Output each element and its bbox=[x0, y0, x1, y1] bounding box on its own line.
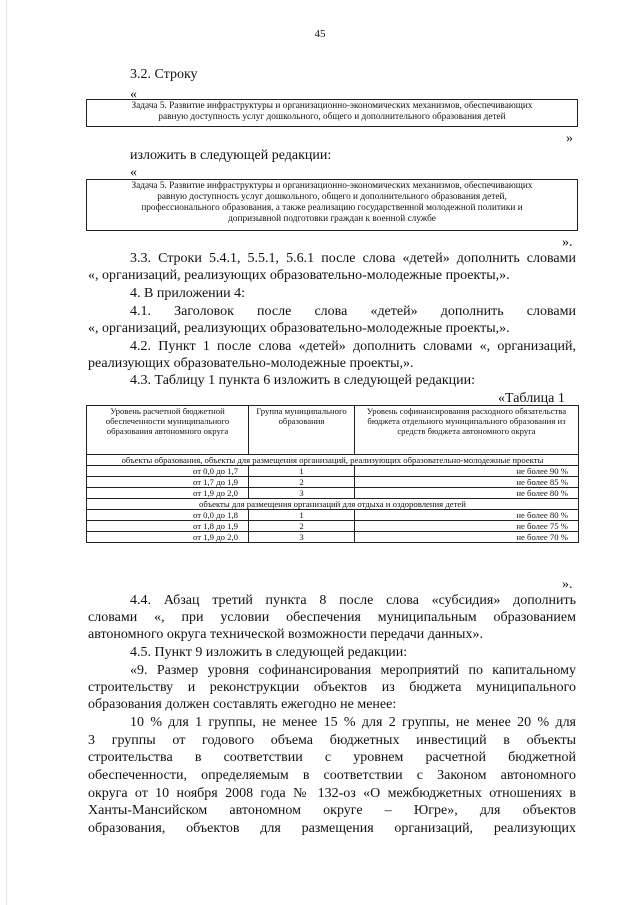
task5-old-box bbox=[86, 99, 578, 127]
table-cell: не более 80 % bbox=[355, 488, 579, 499]
table-close-quote: ». bbox=[562, 577, 573, 592]
point-9-text-line: 10 % для 1 группы, не менее 15 % для 2 группы, не менее 20 % для bbox=[130, 715, 576, 730]
table-cell: не более 85 % bbox=[355, 477, 579, 488]
task5-new-box bbox=[86, 179, 578, 231]
header-cell: Уровень софинансирования расходного обязательства бюджета отдельного муниципального образования из средств бюджета автономного округа bbox=[355, 406, 579, 455]
point-9-text-line: образования, объектов для размещения организаций, реализующих bbox=[88, 821, 576, 836]
point-9-text-line: обеспеченности, определяемым в соответствии с Законом автономного bbox=[88, 768, 576, 783]
table-cell: не более 70 % bbox=[355, 532, 579, 543]
table-cell: от 0,0 до 1,8 bbox=[87, 510, 249, 521]
section-4-1-line: «, организаций, реализующих образовательно-молодежные проекты,». bbox=[88, 321, 510, 336]
task5-old-line: равную доступность услуг дошкольного, общего и дополнительного образования детей bbox=[158, 112, 506, 122]
table-cell: от 1,9 до 2,0 bbox=[87, 532, 249, 543]
point-9-text-line: округа от 10 ноября 2008 года № 132-оз «О межбюджетных отношениях в bbox=[88, 786, 576, 801]
table-cell: 1 bbox=[249, 510, 355, 521]
table-cell: не более 80 % bbox=[355, 510, 579, 521]
header-cell: Уровень расчетной бюджетной обеспеченности муниципального образования автономного округа bbox=[87, 406, 249, 455]
table-cell: 3 bbox=[249, 532, 355, 543]
task5-new-line: профессионального образования, а также реализацию государственной молодежной политики и bbox=[141, 203, 523, 213]
task5-new-line: допризывной подготовки граждан к военной службе bbox=[228, 214, 436, 224]
section-cell: объекты для размещения организаций для отдыха и оздоровления детей bbox=[87, 499, 579, 510]
table-label: «Таблица 1 bbox=[498, 391, 565, 406]
table-row bbox=[87, 510, 579, 521]
section-4-4-line: словами «, при условии обеспечения муниципальным образованием bbox=[88, 610, 576, 625]
table-cell: от 1,9 до 2,0 bbox=[87, 488, 249, 499]
table-section-row bbox=[87, 455, 579, 466]
close-quote-2: ». bbox=[562, 235, 573, 250]
table-header-row bbox=[87, 406, 579, 455]
table-cell: от 0,0 до 1,7 bbox=[87, 466, 249, 477]
table-cell: не более 75 % bbox=[355, 521, 579, 532]
table-row bbox=[87, 532, 579, 543]
section-4-4-line: автономного округа технической возможности передачи данных». bbox=[88, 627, 483, 642]
point-9-text-line: Ханты-Мансийском автономном округе – Югре», для объектов bbox=[88, 803, 576, 818]
point-9-line: «9. Размер уровня софинансирования мероприятий по капитальному bbox=[130, 663, 576, 678]
table-row bbox=[87, 521, 579, 532]
section-4-4-line: 4.4. Абзац третий пункта 8 после слова «субсидия» дополнить bbox=[130, 593, 576, 608]
table-cell: не более 90 % bbox=[355, 466, 579, 477]
close-quote: » bbox=[566, 131, 573, 146]
table-cell: от 1,8 до 1,9 bbox=[87, 521, 249, 532]
set-out-line: изложить в следующей редакции: bbox=[130, 148, 332, 163]
section-4-1-line: 4.1. Заголовок после слова «детей» дополнить словами bbox=[130, 304, 576, 319]
section-3-3-line: «, организаций, реализующих образовательно-молодежные проекты,». bbox=[88, 268, 510, 283]
open-quote: « bbox=[130, 87, 137, 102]
table-cell: 1 bbox=[249, 466, 355, 477]
point-9-line: образования должен составлять ежегодно не менее: bbox=[88, 697, 397, 712]
open-quote-2: « bbox=[130, 165, 137, 180]
table-1 bbox=[86, 405, 579, 543]
table-row bbox=[87, 477, 579, 488]
task5-new-line: равную доступность услуг дошкольного, общего и дополнительного образования детей, bbox=[157, 192, 507, 202]
section-4-3: 4.3. Таблицу 1 пункта 6 изложить в следующей редакции: bbox=[130, 373, 476, 388]
section-4-2-line: реализующих образовательно-молодежные проекты,». bbox=[88, 356, 414, 371]
table-section-row bbox=[87, 499, 579, 510]
table-cell: 3 bbox=[249, 488, 355, 499]
section-cell: объекты образования, объекты для размещения организаций, реализующих образовательно-молодежные проекты bbox=[87, 455, 579, 466]
table-cell: 2 bbox=[249, 477, 355, 488]
header-cell: Группа муниципального образования bbox=[249, 406, 355, 455]
point-9-text-line: 3 группы от годового объема бюджетных инвестиций в объекты bbox=[88, 733, 576, 748]
task5-old-line: Задача 5. Развитие инфраструктуры и организационно-экономических механизмов, обеспечивающих bbox=[131, 101, 533, 111]
section-4-5: 4.5. Пункт 9 изложить в следующей редакции: bbox=[130, 645, 408, 660]
section-3-3-line: 3.3. Строки 5.4.1, 5.5.1, 5.6.1 после слова «детей» дополнить словами bbox=[130, 251, 576, 266]
table-row bbox=[87, 488, 579, 499]
section-4-2-line: 4.2. Пункт 1 после слова «детей» дополнить словами «, организаций, bbox=[130, 339, 576, 354]
point-9-text-line: строительства в соответствии с уровнем расчетной бюджетной bbox=[88, 750, 576, 765]
table-cell: от 1,7 до 1,9 bbox=[87, 477, 249, 488]
point-9-line: строительству и реконструкции объектов из бюджета муниципального bbox=[88, 680, 576, 695]
task5-new-line: Задача 5. Развитие инфраструктуры и организационно-экономических механизмов, обеспечивающих bbox=[131, 181, 533, 191]
section-3-2-title: 3.2. Строку bbox=[130, 67, 198, 82]
scan-edge bbox=[6, 0, 7, 905]
page-number: 45 bbox=[314, 28, 326, 40]
section-4: 4. В приложении 4: bbox=[130, 286, 246, 301]
table-row bbox=[87, 466, 579, 477]
table-cell: 2 bbox=[249, 521, 355, 532]
